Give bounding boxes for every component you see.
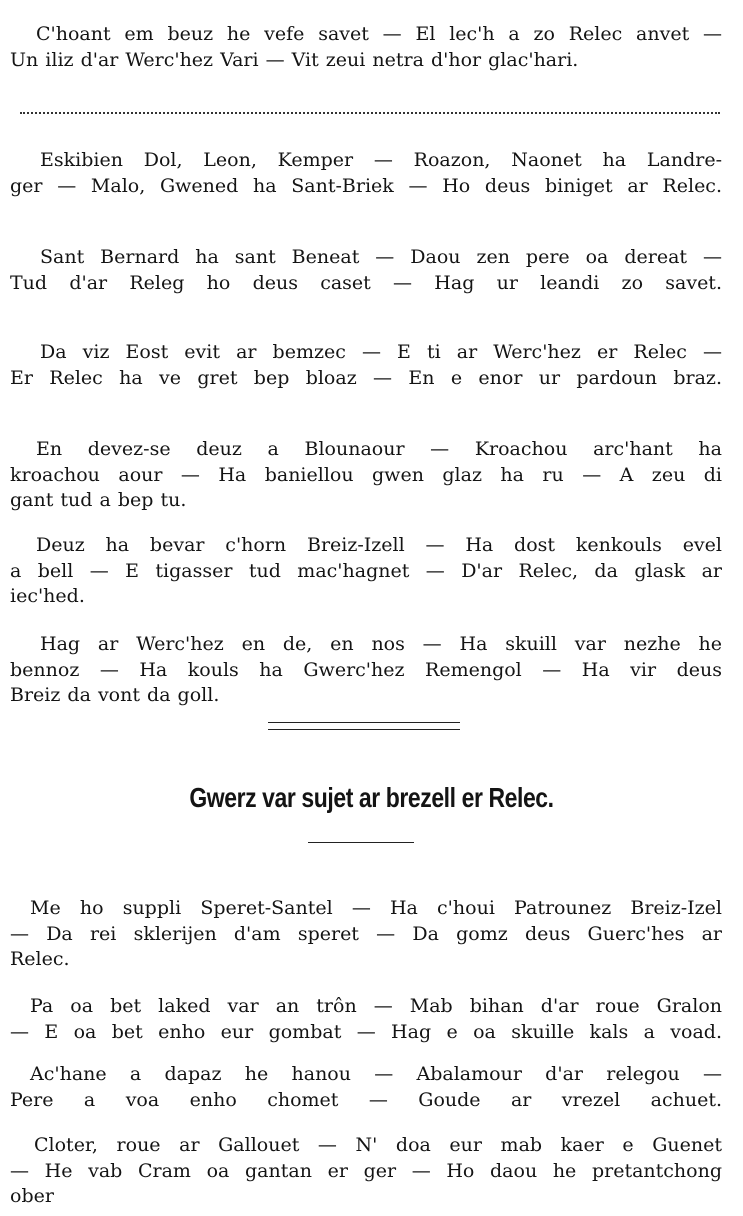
text-line: Pa oa bet laked var an trôn — Mab bihan d'ar roue Gralon [30,995,722,1017]
stanza-7 [10,632,722,709]
text-line: Hag ar Werc'hez en de, en nos — Ha skuill var nezhe he [40,633,722,655]
text-line: Eskibien Dol, Leon, Kemper — Roazon, Naonet ha Landre- [40,149,722,171]
stanza-5 [10,437,722,514]
text-line: gant tud a bep tu. [10,489,187,511]
text-line: Deuz ha bevar c'horn Breiz-Izell — Ha dost kenkouls evel [36,534,722,556]
stanza-6 [10,533,722,610]
title-underline-rule [308,842,414,843]
text-line: bennoz — Ha kouls ha Gwerc'hez Remengol — Ha vir deus [10,658,722,681]
text-line: Breiz da vont da goll. [10,684,220,706]
text-line: iec'hed. [10,585,85,607]
text-line: — E oa bet enho eur gombat — Hag e oa skuille kals a voad. [10,1020,722,1043]
text-line: Cloter, roue ar Gallouet — N' doa eur mab kaer e Guenet [34,1134,722,1156]
text-line: Pere a voa enho chomet — Goude ar vrezel achuet. [10,1088,722,1111]
section-title: Gwerz var sujet ar brezell er Relec. [189,782,554,813]
stanza-3 [10,245,722,296]
text-line: En devez-se deuz a Blounaour — Kroachou arc'hant ha [36,438,722,460]
stanza-8 [10,896,722,973]
text-line: Er Relec ha ve gret bep bloaz — En e enor ur pardoun braz. [10,366,722,389]
text-line: kroachou aour — Ha baniellou gwen glaz ha ru — A zeu di [10,463,722,486]
text-line: a bell — E tigasser tud mac'hagnet — D'ar Relec, da glask ar [10,559,722,582]
text-line: — Da rei sklerijen d'am speret — Da gomz deus Guerc'hes ar [10,922,722,945]
stanza-2 [10,148,722,199]
text-line: Ac'hane a dapaz he hanou — Abalamour d'ar relegou — [30,1063,722,1085]
text-line: — He vab Cram oa gantan er ger — Ho daou he pretantchong [10,1159,722,1182]
stanza-9 [10,994,722,1045]
stanza-4 [10,340,722,391]
text-line: Da viz Eost evit ar bemzec — E ti ar Werc'hez er Relec — [40,341,722,363]
stanza-11 [10,1133,722,1210]
text-line: Sant Bernard ha sant Beneat — Daou zen pere oa dereat — [40,246,722,268]
text-line: ger — Malo, Gwened ha Sant-Briek — Ho deus biniget ar Relec. [10,174,722,197]
stanza-10 [10,1062,722,1113]
dotted-separator [20,112,720,116]
text-line: Un iliz d'ar Werc'hez Vari — Vit zeui netra d'hor glac'hari. [10,48,579,71]
text-line: ober [10,1185,54,1207]
stanza-1 [10,22,722,73]
double-rule-divider [268,722,460,730]
text-line: C'hoant em beuz he vefe savet — El lec'h a zo Relec anvet — [36,23,722,45]
text-line: Relec. [10,948,70,970]
text-line: Me ho suppli Speret-Santel — Ha c'houi Patrounez Breiz-Izel [30,897,722,919]
text-line: Tud d'ar Releg ho deus caset — Hag ur leandi zo savet. [10,271,722,294]
